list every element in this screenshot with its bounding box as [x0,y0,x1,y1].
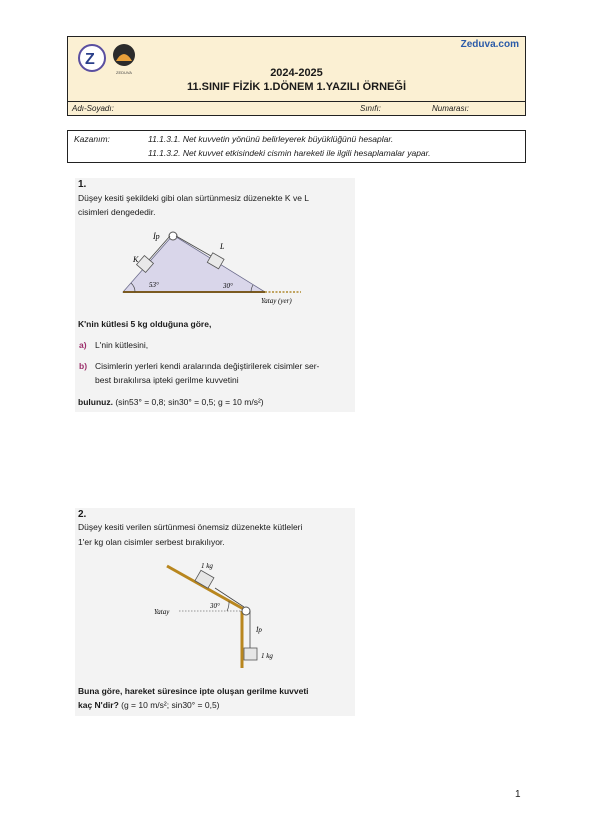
exam-header [67,36,526,116]
label-ip: İp [256,626,262,634]
question-text-line-1: Düşey kesiti verilen sürtünmesi önemsiz düzenekte kütleleri [78,522,303,532]
kazanim-line-1: 11.1.3.1. Net kuvvetin yönünü belirleyerek büyüklüğünü hesaplar. [148,134,394,144]
label-ip: İp [153,232,160,241]
angle-arc [227,601,229,611]
angle-left: 53° [149,281,159,289]
site-name: Zeduva.com [460,39,519,50]
incline-surface [167,566,247,611]
mass-top-label: 1 kg [201,562,213,570]
label-k: K [133,255,139,264]
ask-constants: (g = 10 m/s²; sin30° = 0,5) [121,700,220,710]
label-l: L [220,242,225,251]
option-b-letter: b) [79,361,88,371]
question-1 [75,178,355,412]
kazanim-line-2: 11.1.3.2. Net kuvvet etkisindeki cismin hareketi ile ilgili hesaplamalar yapar. [148,148,431,158]
svg-text:Z: Z [85,51,95,68]
pulley-icon [242,607,250,615]
horizontal-label: Yatay [154,608,170,616]
question-text-line-1: Düşey kesiti şekildeki gibi olan sürtünmesiz düzenekte K ve L [78,193,310,203]
option-b-text-1: Cisimlerin yerleri kendi aralarında değiştirilerek cisimler ser- [95,361,320,371]
question-number: 1. [78,179,87,190]
svg-text:ZEDUVA: ZEDUVA [116,70,132,75]
pulley-figure [75,556,355,676]
class-label: Sınıfı: [360,104,381,113]
number-label: Numarası: [432,104,469,113]
question-2 [75,508,355,716]
question-text-line-2: cisimleri dengededir. [78,207,156,217]
page-number: 1 [515,789,521,800]
block-top [195,570,214,588]
option-a-text: L'nin kütlesini, [95,340,149,350]
angle-label: 30° [210,602,220,610]
block-bottom [244,648,257,660]
student-info-bar [68,101,525,116]
ask-bold: bulunuz. [78,397,113,407]
mass-bottom-label: 1 kg [261,652,273,660]
question-ask-line-2 [78,698,220,712]
ground-label: Yatay (yer) [261,297,292,305]
question-ask [78,395,264,409]
question-text-line-2: 1'er kg olan cisimler serbest bırakılıyor. [78,537,225,547]
exam-year: 2024-2025 [270,67,323,79]
exam-title: 11.SINIF FİZİK 1.DÖNEM 1.YAZILI ÖRNEĞİ [186,81,407,93]
incline-figure [75,223,355,313]
question-ask-line-1: Buna göre, hareket süresince ipte oluşan gerilme kuvveti [78,686,309,696]
ask-constants: (sin53° = 0,8; sin30° = 0,5; g = 10 m/s²) [115,397,264,407]
question-number: 2. [78,509,87,520]
kazanim-label: Kazanım: [74,134,110,144]
ask-bold: kaç N'dir? [78,700,119,710]
option-b-text-2: best bırakılırsa ipteki gerilme kuvvetini [95,375,239,385]
given-text: K'nin kütlesi 5 kg olduğuna göre, [78,319,212,329]
pulley-icon [169,232,177,240]
name-label: Adı-Soyadı: [72,104,114,113]
learning-outcomes-box [67,130,526,163]
option-a-letter: a) [79,340,87,350]
angle-right: 30° [223,282,233,290]
